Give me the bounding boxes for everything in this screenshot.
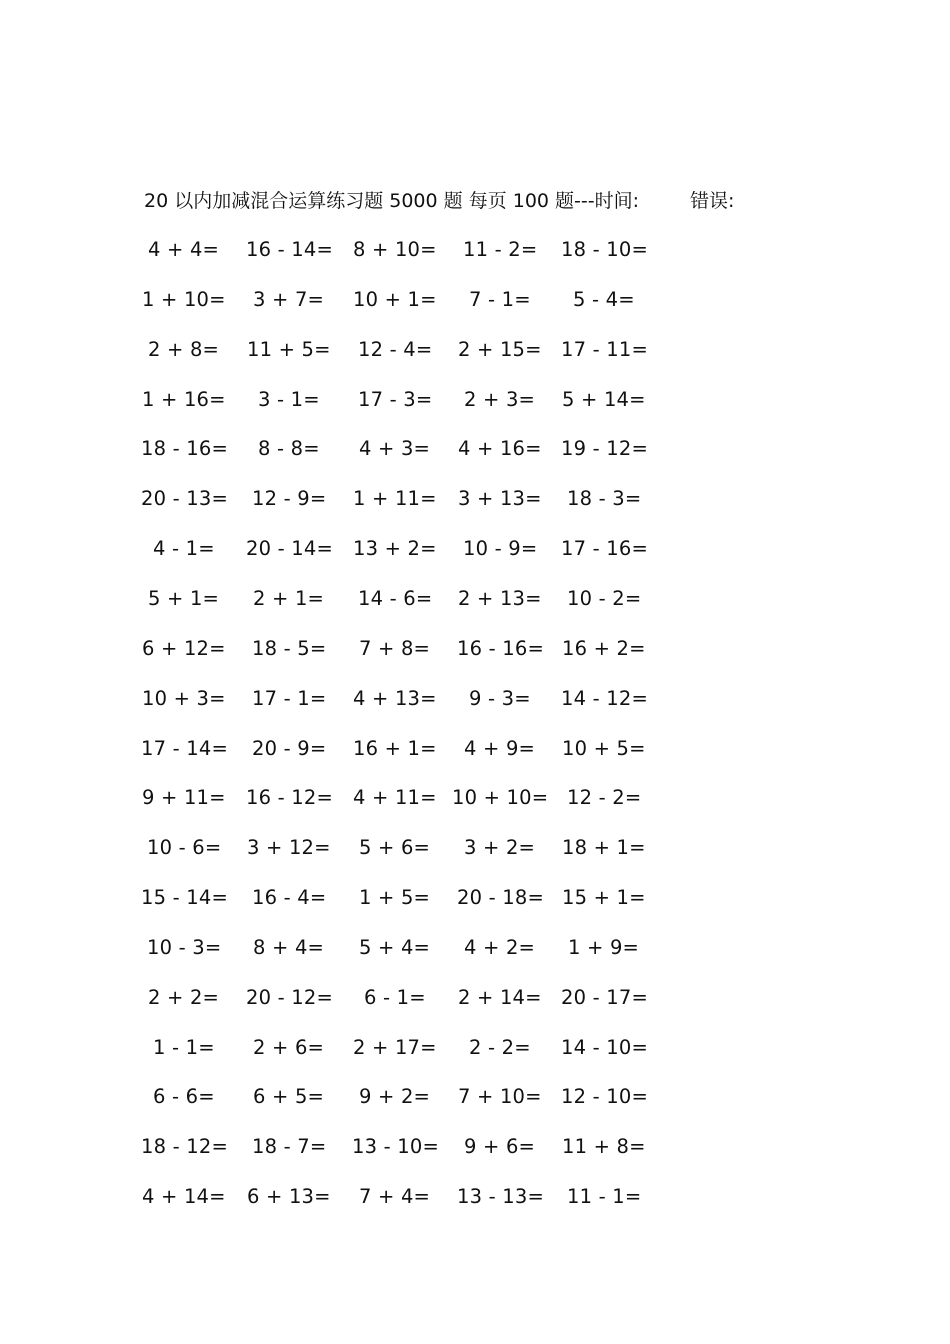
problem-item: 17 - 14= (141, 737, 228, 760)
problem-item: 6 + 13= (247, 1185, 331, 1208)
problem-item: 18 - 3= (567, 487, 642, 510)
problem-item: 16 - 12= (246, 786, 333, 809)
problem-item: 20 - 18= (457, 886, 544, 909)
problem-item: 6 + 12= (142, 637, 226, 660)
problem-item: 16 + 2= (562, 637, 646, 660)
problem-item: 17 - 3= (358, 388, 433, 411)
problem-item: 20 - 17= (561, 986, 648, 1009)
problem-item: 10 + 3= (142, 687, 226, 710)
problem-item: 11 + 8= (562, 1135, 646, 1158)
problem-item: 18 - 12= (141, 1135, 228, 1158)
problem-item: 1 + 5= (359, 886, 431, 909)
problem-item: 11 + 5= (247, 338, 331, 361)
problem-item: 6 + 5= (253, 1085, 325, 1108)
worksheet-header (144, 187, 784, 215)
problem-item: 10 - 3= (147, 936, 222, 959)
problem-item: 10 + 1= (353, 288, 437, 311)
problem-item: 15 - 14= (141, 886, 228, 909)
problem-item: 5 + 14= (562, 388, 646, 411)
problem-item: 3 - 1= (258, 388, 320, 411)
problem-item: 8 + 4= (253, 936, 325, 959)
problem-item: 12 - 9= (252, 487, 327, 510)
problem-item: 2 + 17= (353, 1036, 437, 1059)
problem-item: 18 - 5= (252, 637, 327, 660)
problem-item: 17 - 1= (252, 687, 327, 710)
problem-item: 2 + 8= (148, 338, 220, 361)
problem-item: 2 + 13= (458, 587, 542, 610)
problem-item: 18 - 16= (141, 437, 228, 460)
problem-item: 4 + 11= (353, 786, 437, 809)
problem-item: 10 - 2= (567, 587, 642, 610)
problem-item: 3 + 13= (458, 487, 542, 510)
problem-item: 1 + 10= (142, 288, 226, 311)
problem-item: 13 - 13= (457, 1185, 544, 1208)
problem-item: 20 - 9= (252, 737, 327, 760)
problem-item: 20 - 13= (141, 487, 228, 510)
worksheet-title: 20 以内加减混合运算练习题 5000 题 每页 100 题---时间: (144, 190, 640, 212)
problem-item: 10 + 10= (452, 786, 549, 809)
problem-item: 14 - 10= (561, 1036, 648, 1059)
problem-item: 6 - 6= (153, 1085, 215, 1108)
problem-item: 9 + 2= (359, 1085, 431, 1108)
problem-item: 12 - 2= (567, 786, 642, 809)
problem-item: 2 + 1= (253, 587, 325, 610)
problem-item: 2 + 14= (458, 986, 542, 1009)
problem-item: 4 - 1= (153, 537, 215, 560)
problem-item: 12 - 10= (561, 1085, 648, 1108)
problem-item: 9 + 6= (464, 1135, 536, 1158)
problem-item: 10 + 5= (562, 737, 646, 760)
problem-item: 12 - 4= (358, 338, 433, 361)
problem-item: 11 - 2= (463, 238, 538, 261)
problem-item: 9 + 11= (142, 786, 226, 809)
problem-item: 19 - 12= (561, 437, 648, 460)
problem-item: 18 - 7= (252, 1135, 327, 1158)
problem-item: 15 + 1= (562, 886, 646, 909)
problem-item: 8 + 10= (353, 238, 437, 261)
problem-item: 7 - 1= (469, 288, 531, 311)
problem-item: 2 + 2= (148, 986, 220, 1009)
problem-item: 5 - 4= (573, 288, 635, 311)
problem-item: 14 - 12= (561, 687, 648, 710)
problem-item: 8 - 8= (258, 437, 320, 460)
problem-item: 11 - 1= (567, 1185, 642, 1208)
problem-item: 13 - 10= (352, 1135, 439, 1158)
problem-item: 4 + 2= (464, 936, 536, 959)
problem-item: 4 + 3= (359, 437, 431, 460)
problem-item: 7 + 10= (458, 1085, 542, 1108)
problem-item: 10 - 9= (463, 537, 538, 560)
problem-item: 17 - 11= (561, 338, 648, 361)
problem-item: 13 + 2= (353, 537, 437, 560)
problem-item: 16 - 16= (457, 637, 544, 660)
problem-item: 9 - 3= (469, 687, 531, 710)
problem-item: 1 + 11= (353, 487, 437, 510)
problem-item: 16 + 1= (353, 737, 437, 760)
errors-label: 错误: (690, 190, 735, 212)
problem-item: 10 - 6= (147, 836, 222, 859)
problem-item: 1 - 1= (153, 1036, 215, 1059)
problem-item: 18 + 1= (562, 836, 646, 859)
problem-item: 16 - 14= (246, 238, 333, 261)
problem-item: 5 + 4= (359, 936, 431, 959)
problem-item: 2 - 2= (469, 1036, 531, 1059)
problem-item: 2 + 6= (253, 1036, 325, 1059)
problem-item: 2 + 15= (458, 338, 542, 361)
problem-item: 5 + 1= (148, 587, 220, 610)
problem-item: 3 + 7= (253, 288, 325, 311)
problem-item: 6 - 1= (364, 986, 426, 1009)
problem-item: 7 + 4= (359, 1185, 431, 1208)
problem-item: 17 - 16= (561, 537, 648, 560)
problem-item: 3 + 12= (247, 836, 331, 859)
problem-item: 18 - 10= (561, 238, 648, 261)
problem-item: 1 + 16= (142, 388, 226, 411)
problem-item: 4 + 14= (142, 1185, 226, 1208)
problem-item: 4 + 4= (148, 238, 220, 261)
problem-item: 2 + 3= (464, 388, 536, 411)
problem-item: 14 - 6= (358, 587, 433, 610)
problem-item: 16 - 4= (252, 886, 327, 909)
problem-item: 20 - 14= (246, 537, 333, 560)
problem-item: 7 + 8= (359, 637, 431, 660)
problem-item: 4 + 9= (464, 737, 536, 760)
problem-item: 20 - 12= (246, 986, 333, 1009)
problem-item: 4 + 16= (458, 437, 542, 460)
problem-item: 1 + 9= (568, 936, 640, 959)
problem-item: 4 + 13= (353, 687, 437, 710)
problem-item: 5 + 6= (359, 836, 431, 859)
problem-item: 3 + 2= (464, 836, 536, 859)
